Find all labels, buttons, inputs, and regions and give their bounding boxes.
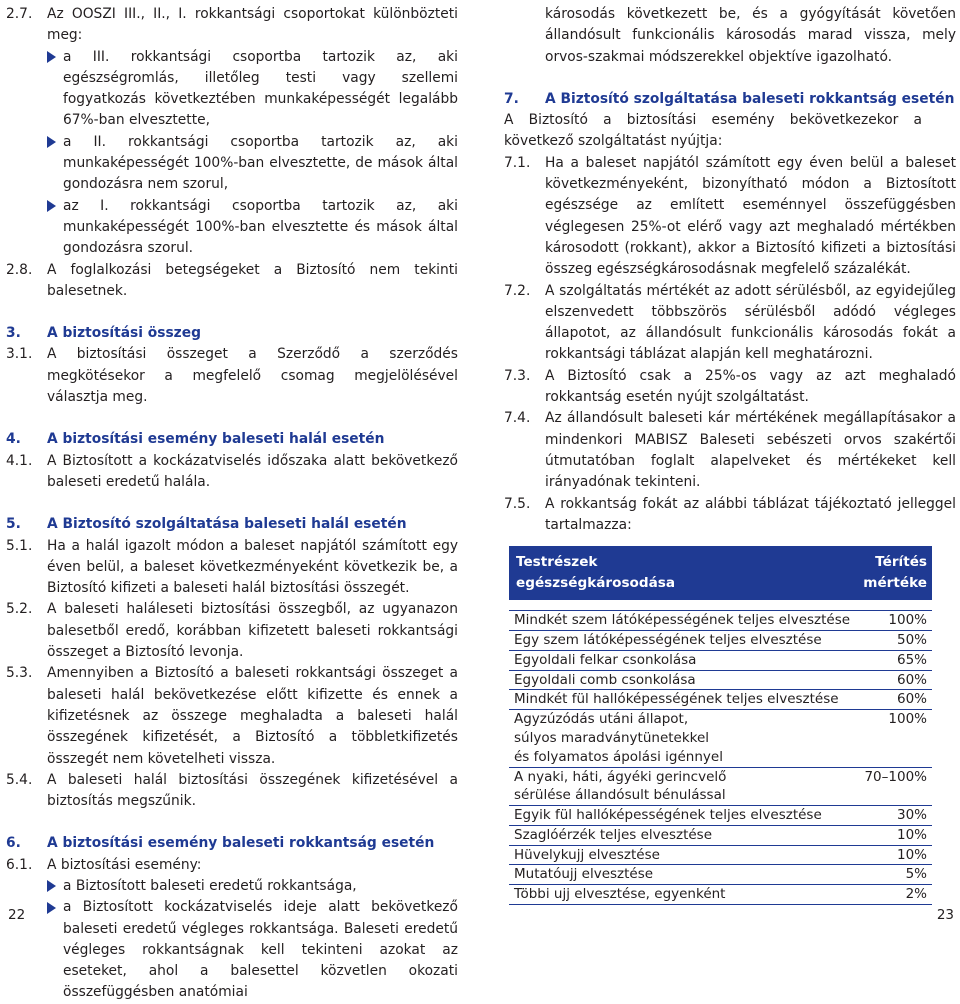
table-cell-label: Mutatóujj elvesztése [514, 866, 654, 883]
table-cell-label-line: Agyzúzódás utáni állapot, [514, 711, 689, 728]
section-text: A biztosítási esemény: [47, 856, 202, 873]
section-number: 6.1. [6, 856, 33, 873]
heading-number: 3. [6, 325, 21, 342]
header-label: egészségkárosodása [516, 575, 676, 592]
header-label: mértéke [863, 575, 927, 592]
table-row [509, 651, 932, 671]
heading-7 [504, 89, 956, 110]
table-cell-label: Egy szem látóképességének teljes elvesztése [514, 631, 822, 648]
heading-text: A biztosítási esemény baleseti rokkantság esetén [47, 835, 435, 852]
section-text: A Biztosító csak a 25%-os vagy az azt meghaladó rokkantság esetén nyújt szolgáltatást. [545, 367, 956, 406]
section-text: A szolgáltatás mértékét az adott sérülésből, az egyidejűleg elszenvedett többszörös sérülésből adódó végleges állapotot, az állandósult funkcionális károsodás fokát a rokkantsági táblázat alapján kell meghatározni. [545, 282, 956, 363]
section-7-3 [504, 366, 956, 409]
section-number: 7.1. [504, 154, 531, 171]
heading-6 [6, 833, 458, 854]
section-5-4 [6, 770, 458, 813]
page-number-left: 22 [8, 907, 26, 923]
bullet-text: a III. rokkantsági csoportba tartozik az, aki egészségromlás, illetőleg testi vagy szellemi fogyatkozás következtében munkaképességét legalább 67%-ban elvesztette, [63, 48, 458, 129]
table-cell-label: Többi ujj elvesztése, egyenként [514, 886, 726, 903]
section-text: A Biztosított a kockázatviselés időszaka alatt bekövetkező baleseti eredetű halála. [47, 452, 458, 490]
table-header-right [863, 552, 927, 594]
section-5-2 [6, 599, 458, 663]
table-cell-label: Egyik fül hallóképességének teljes elvesztése [514, 807, 822, 824]
table-cell-value: 65% [896, 651, 927, 668]
heading-3 [6, 323, 458, 344]
table-cell-label-line: A nyaki, háti, ágyéki gerincvelő [514, 768, 727, 785]
disability-rate-table [509, 546, 932, 905]
section-text: Amennyiben a Biztosító a baleseti rokkantsági összeget a baleseti halál bekövetkezése előtt kifizette és ennek a kifizetésnek az összege meghaladta a baleseti halál összegének kifizetését, a Biztosító a többletkifizetés összegét nem követelheti vissza. [47, 665, 458, 767]
section-number: 2.7. [6, 6, 33, 22]
section-text: Az OOSZI III., II., I. rokkantsági csoportokat különbözteti meg: [47, 6, 458, 44]
bullet-item [6, 876, 458, 897]
bullet-text: az I. rokkantsági csoportba tartozik az, aki munkaképességét 100%-ban elvesztette és mások által gondozásra szorul. [63, 197, 458, 257]
table-cell-label-line: és folyamatos ápolási igénnyel [514, 748, 723, 765]
bullet-text: a Biztosított baleseti eredetű rokkantsága, [63, 877, 357, 894]
bullet-item [6, 132, 458, 196]
table-row [509, 631, 932, 651]
section-2-7 [6, 4, 458, 47]
section-number: 5.1. [6, 537, 33, 554]
section-number: 4.1. [6, 452, 33, 469]
triangle-bullet-icon [47, 897, 63, 918]
table-row [509, 671, 932, 691]
table-cell-label: Mindkét fül hallóképességének teljes elvesztése [514, 691, 839, 708]
table-cell-label: Hüvelykujj elvesztése [514, 846, 660, 863]
table-cell-value: 10% [896, 846, 927, 863]
heading-number: 7. [504, 90, 519, 107]
table-row [509, 611, 932, 631]
section-text: A foglalkozási betegségeket a Biztosító nem tekinti balesetnek. [47, 261, 458, 299]
section-2-8 [6, 260, 458, 303]
table-cell-value: 10% [896, 826, 927, 843]
section-3-1 [6, 344, 458, 408]
section-number: 7.4. [504, 410, 531, 427]
section-7-1 [504, 153, 956, 281]
section-number: 5.4. [6, 771, 33, 788]
table-row [509, 806, 932, 826]
table-body [509, 610, 932, 905]
section-text: A biztosítási összeget a Szerződő a szerződés megkötésekor a megfelelő csomag megjelölésével választja meg. [47, 346, 458, 406]
section-text: A rokkantság fokát az alábbi táblázat tájékoztató jelleggel tartalmazza: [545, 495, 956, 533]
heading-text: A biztosítási esemény baleseti halál esetén [47, 431, 385, 448]
heading-number: 4. [6, 431, 21, 448]
table-cell-label: Mindkét szem látóképességének teljes elvesztése [514, 612, 851, 629]
heading-4 [6, 429, 458, 450]
header-label: Térítés [875, 554, 927, 571]
section-7-4 [504, 408, 956, 493]
section-text: Ha a baleset napjától számított egy éven belül a baleset következményeként, bizonyítható módon a Biztosított egészsége az említett eseménnyel összefüggésben véglegesen 25%-ot elérő vagy azt meghaladó mértékben károsodott (rokkant), akkor a Biztosító kifizeti a biztosítási összeg egészségkárosodásnak megfelelő százalékát. [545, 154, 956, 278]
table-cell-label [514, 768, 726, 806]
bullet-item [6, 196, 458, 260]
table-cell-value: 100% [888, 612, 927, 629]
table-cell-label [514, 710, 723, 766]
table-header [509, 546, 932, 600]
table-cell-label-line: súlyos maradványtünetekkel [514, 729, 710, 746]
heading-number: 6. [6, 835, 21, 852]
section-number: 7.3. [504, 367, 531, 384]
section-number: 7.2. [504, 282, 531, 299]
bullet-item [6, 47, 458, 132]
table-cell-value: 30% [896, 807, 927, 824]
table-cell-value: 60% [896, 671, 927, 688]
section-text: károsodás következett be, és a gyógyítását követően állandósult funkcionális károsodás marad vissza, mely orvos-szakmai módszerekkel objektíve igazolható. [545, 6, 956, 65]
section-text: A baleseti haláleseti biztosítási összegből, az ugyanazon balesetből eredő, korábban kifizetett baleseti rokkantsági összeget a Biztosító levonja. [47, 601, 458, 661]
table-cell-value: 50% [896, 631, 927, 648]
heading-text: A Biztosító szolgáltatása baleseti halál esetén [47, 516, 407, 533]
left-column [6, 4, 458, 1004]
section-4-1 [6, 451, 458, 494]
section-6-1 [6, 855, 458, 876]
triangle-bullet-icon [47, 132, 63, 153]
section-text: Ha a halál igazolt módon a baleset napjától számított egy éven belül, a baleset következményeként következik be, a Biztosító kifizeti a baleseti halál biztosítási összegét. [47, 537, 458, 597]
section-7-2 [504, 281, 956, 366]
section-number: 7.5. [504, 495, 531, 512]
page-number-right: 23 [936, 907, 954, 923]
section-text: A baleseti halál biztosítási összegének kifizetésével a biztosítás megszűnik. [47, 771, 458, 810]
bullet-text: a II. rokkantsági csoportba tartozik az, aki munkaképességét 100%-ban elvesztette, de mások által gondozásra nem szorul, [63, 133, 458, 193]
table-header-left [516, 552, 675, 594]
heading-5 [6, 514, 458, 535]
table-row [509, 710, 932, 767]
table-row [509, 690, 932, 710]
heading-text: A biztosítási összeg [47, 325, 201, 342]
table-row [509, 768, 932, 807]
section-7-5 [504, 494, 956, 537]
table-cell-label: Egyoldali comb csonkolása [514, 671, 696, 688]
table-row [509, 885, 932, 905]
section-5-1 [6, 536, 458, 600]
heading-number: 5. [6, 516, 21, 533]
section-number: 3.1. [6, 346, 33, 363]
triangle-bullet-icon [47, 47, 63, 68]
table-cell-label: Szaglóérzék teljes elvesztése [514, 826, 713, 843]
table-cell-value: 100% [888, 711, 927, 728]
continuation-paragraph [504, 4, 956, 68]
bullet-item [6, 897, 458, 1003]
table-cell-value: 5% [905, 866, 927, 883]
table-row [509, 846, 932, 866]
section-number: 5.2. [6, 601, 33, 618]
header-label: Testrészek [516, 554, 598, 571]
table-row [509, 826, 932, 846]
section-intro: A Biztosító a biztosítási esemény bekövetkezekor a következő szolgáltatást nyújtja: [504, 112, 922, 150]
table-cell-value: 2% [905, 886, 927, 903]
table-cell-label-line: sérülése állandósult bénulással [514, 787, 726, 804]
table-row [509, 865, 932, 885]
triangle-bullet-icon [47, 196, 63, 217]
heading-text: A Biztosító szolgáltatása baleseti rokkantság esetén [545, 90, 955, 107]
section-number: 2.8. [6, 261, 33, 278]
section-text: Az állandósult baleseti kár mértékének megállapításakor a mindenkori MABISZ Baleseti sebészeti orvos szakértői útmutatóban foglalt alapelveket és mértékeket kell irányadónak tekinteni. [545, 410, 956, 491]
bullet-text: a Biztosított kockázatviselés ideje alatt bekövetkező baleseti eredetű végleges rokkantsága. Baleseti eredetű végleges rokkantságnak kell tekinteni azokat az eseteket, ahol a balesettel közvetlen okozati összefüggésben anatómiai [63, 899, 458, 1001]
right-column [504, 4, 956, 905]
triangle-bullet-icon [47, 876, 63, 897]
section-number: 5.3. [6, 665, 33, 682]
table-cell-value: 70–100% [864, 768, 927, 785]
section-5-3 [6, 663, 458, 769]
table-cell-label: Egyoldali felkar csonkolása [514, 651, 697, 668]
table-cell-value: 60% [896, 691, 927, 708]
